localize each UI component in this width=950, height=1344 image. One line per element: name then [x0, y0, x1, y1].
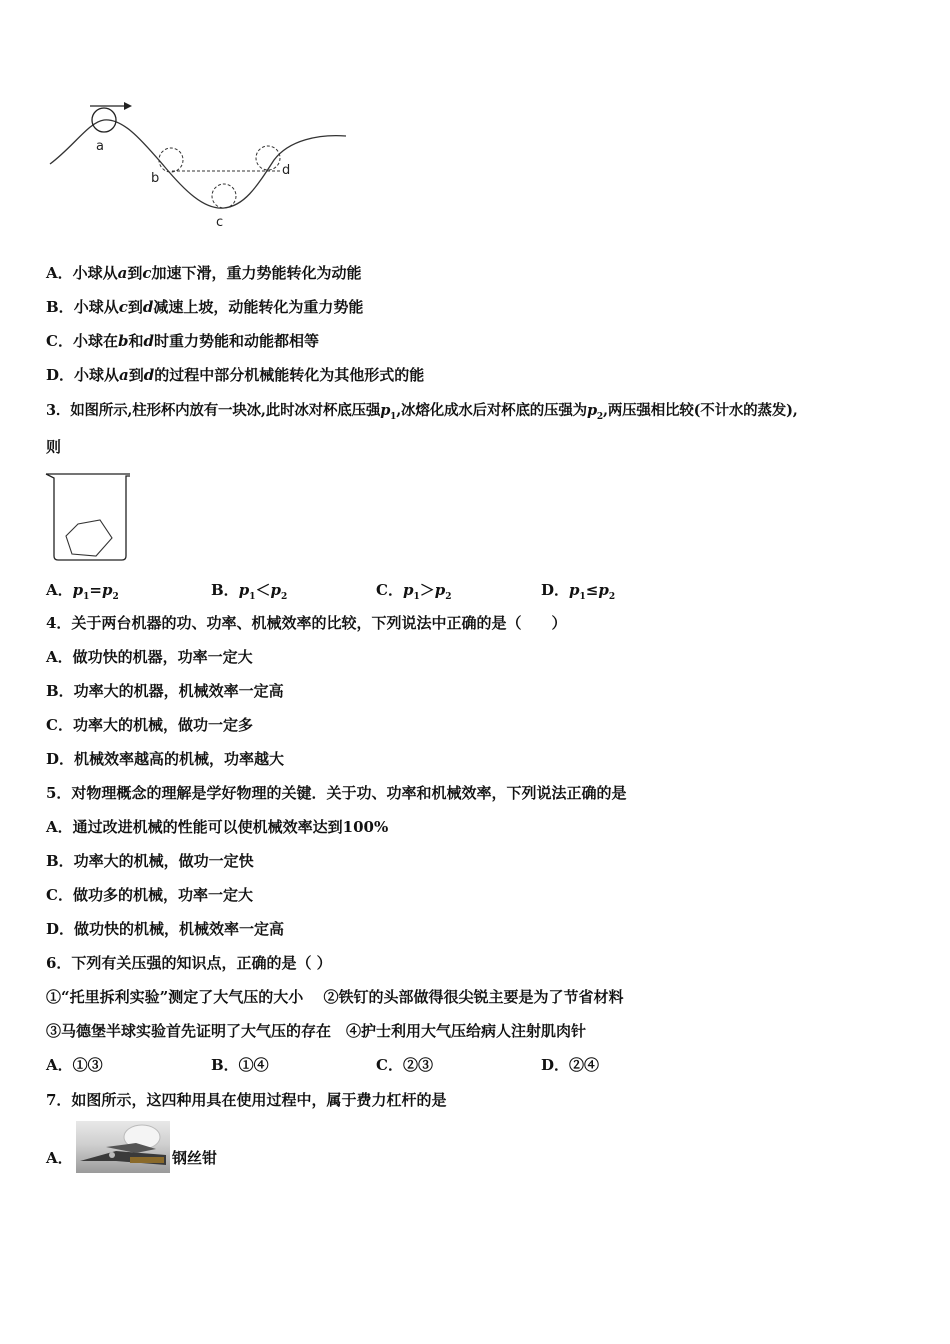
q6-option-d: D．②④	[541, 1056, 600, 1074]
q3-option-d: D．$p_1\le p_2$	[541, 581, 616, 602]
q4-stem: 4．关于两台机器的功、功率、机械效率的比较，下列说法中正确的是（ ）	[46, 614, 567, 632]
label-c: c	[216, 215, 224, 230]
q7-stem: 7．如图所示，这四种用具在使用过程中，属于费力杠杆的是	[46, 1091, 447, 1109]
q4-option-d: D．机械效率越高的机械，功率越大	[46, 750, 285, 768]
pliers-icon	[76, 1121, 170, 1173]
ball-b-dashed	[159, 148, 183, 172]
pliers-photo	[76, 1121, 170, 1173]
ball-track-figure	[44, 98, 354, 233]
q3-option-c: C．$p_1>p_2$	[376, 581, 452, 602]
q5-option-c: C．做功多的机械，功率一定大	[46, 886, 253, 904]
q6-option-a: A．①③	[46, 1056, 103, 1074]
q5-option-d: D．做功快的机械，机械效率一定高	[46, 920, 285, 938]
q4-option-b: B．功率大的机器，机械效率一定高	[46, 682, 284, 700]
q4-option-a: A．做功快的机器，功率一定大	[46, 648, 253, 666]
q6-stem: 6．下列有关压强的知识点，正确的是（ ）	[46, 954, 332, 972]
q2-option-d: D．小球从a到d的过程中部分机械能转化为其他形式的能	[46, 366, 425, 384]
q5-option-a: A．通过改进机械的性能可以使机械效率达到100%	[46, 818, 389, 836]
cup-with-ice-figure	[44, 470, 134, 565]
label-d: d	[282, 163, 291, 178]
q6-option-c: C．②③	[376, 1056, 433, 1074]
q5-option-b: B．功率大的机械，做功一定快	[46, 852, 254, 870]
label-a: a	[96, 139, 104, 154]
arrow-head	[124, 102, 132, 110]
track-curve	[50, 120, 346, 208]
q7-option-a-text: 钢丝钳	[172, 1149, 218, 1167]
q3-options	[46, 579, 615, 602]
q3-option-a: A．$p_1=p_2$	[46, 581, 119, 602]
q2-option-a: A．小球从a到c加速下滑，重力势能转化为动能	[46, 264, 362, 282]
label-b: b	[151, 171, 160, 186]
q2-option-c: C．小球在b和d时重力势能和动能都相等	[46, 332, 319, 350]
q5-stem: 5．对物理概念的理解是学好物理的关键．关于功、功率和机械效率，下列说法正确的是	[46, 784, 627, 802]
q6-options	[46, 1054, 599, 1075]
q7-option-a-letter: A．	[46, 1149, 73, 1167]
q4-option-c: C．功率大的机械，做功一定多	[46, 716, 253, 734]
ball-c-dashed	[212, 184, 236, 208]
q6-statements-2: ③马德堡半球实验首先证明了大气压的存在 ④护士利用大气压给病人注射肌肉针	[46, 1022, 587, 1040]
cup-outline	[46, 474, 130, 560]
q2-option-b: B．小球从c到d减速上坡，动能转化为重力势能	[46, 298, 364, 316]
q6-option-b: B．①④	[211, 1056, 269, 1074]
q6-statements-1: ①“托里拆利实验”测定了大气压的大小 ②铁钉的头部做得很尖锐主要是为了节省材料	[46, 988, 624, 1006]
q3-stem: 3．如图所示,柱形杯内放有一块冰,此时冰对杯底压强$p_1$,冰熔化成水后对杯底的压强为$p_2$,两压强相比较(不计水的蒸发),	[46, 402, 798, 422]
q3-option-b: B．$p_1<p_2$	[211, 581, 288, 602]
ice-block	[66, 520, 112, 556]
q3-stem-continued: 则	[46, 438, 62, 456]
